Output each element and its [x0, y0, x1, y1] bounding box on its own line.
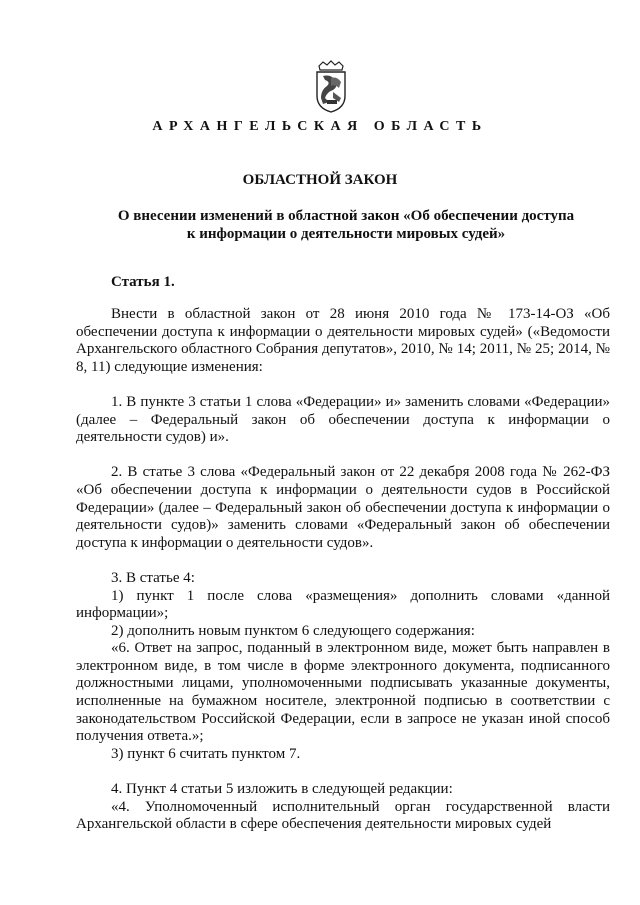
coat-of-arms-emblem: [313, 58, 349, 114]
body-paragraph: 1) пункт 1 после слова «размещения» дополнить словами «данной информации»;: [76, 587, 610, 622]
body-paragraph: 2. В статье 3 слова «Федеральный закон от 22 декабря 2008 года № 262-ФЗ «Об обеспечении доступа к информации о деятельности судов в Российской Федерации» (далее – Федеральный закон об обеспечении доступа к информации о деятельности судов)» заменить словами «Федеральный закон об обеспечении доступа к информации о деятельности судов».: [76, 464, 610, 551]
body-paragraph: 3. В статье 4:: [111, 569, 195, 586]
body-paragraph: 4. Пункт 4 статьи 5 изложить в следующей редакции:: [111, 781, 453, 798]
body-paragraph: «4. Уполномоченный исполнительный орган государственной власти Архангельской области в сфере обеспечения деятельности мировых судей: [76, 798, 610, 833]
body-paragraph: «6. Ответ на запрос, поданный в электронном виде, может быть направлен в электронном виде, в том числе в форме электронного документа, подписанного должностными лицами, уполномоченными подписывать указанные документы, исполненные на бумажном носителе, электронной подписью в соответствии с законодательством Российской Федерации, если в запросе не указан иной способ получения ответа.»;: [76, 640, 610, 745]
body-paragraph: Внести в областной закон от 28 июня 2010 года № 173-14-ОЗ «Об обеспечении доступа к информации о деятельности мировых судей» («Ведомости Архангельского областного Собрания депутатов», 2010, № 14; 2011, № 25; 2014, № 8, 11) следующие изменения:: [76, 306, 610, 375]
document-type: ОБЛАСТНОЙ ЗАКОН: [242, 172, 398, 188]
document-title-line: к информации о деятельности мировых судей»: [186, 226, 506, 242]
document-title: [76, 207, 616, 243]
region-name: АРХАНГЕЛЬСКАЯ ОБЛАСТЬ: [152, 119, 488, 134]
document-title-line: О внесении изменений в областной закон «Об обеспечении доступа: [117, 208, 575, 224]
body-paragraph: 3) пункт 6 считать пунктом 7.: [111, 745, 301, 762]
body-paragraph: 1. В пункте 3 статьи 1 слова «Федерации» и» заменить словами «Федерации» (далее – Федеральный закон об обеспечении доступа к информации о деятельности судов) и».: [76, 393, 610, 446]
article-heading: Статья 1.: [111, 274, 175, 290]
body-paragraph: 2) дополнить новым пунктом 6 следующего содержания:: [111, 622, 475, 639]
article-body: [76, 306, 610, 834]
